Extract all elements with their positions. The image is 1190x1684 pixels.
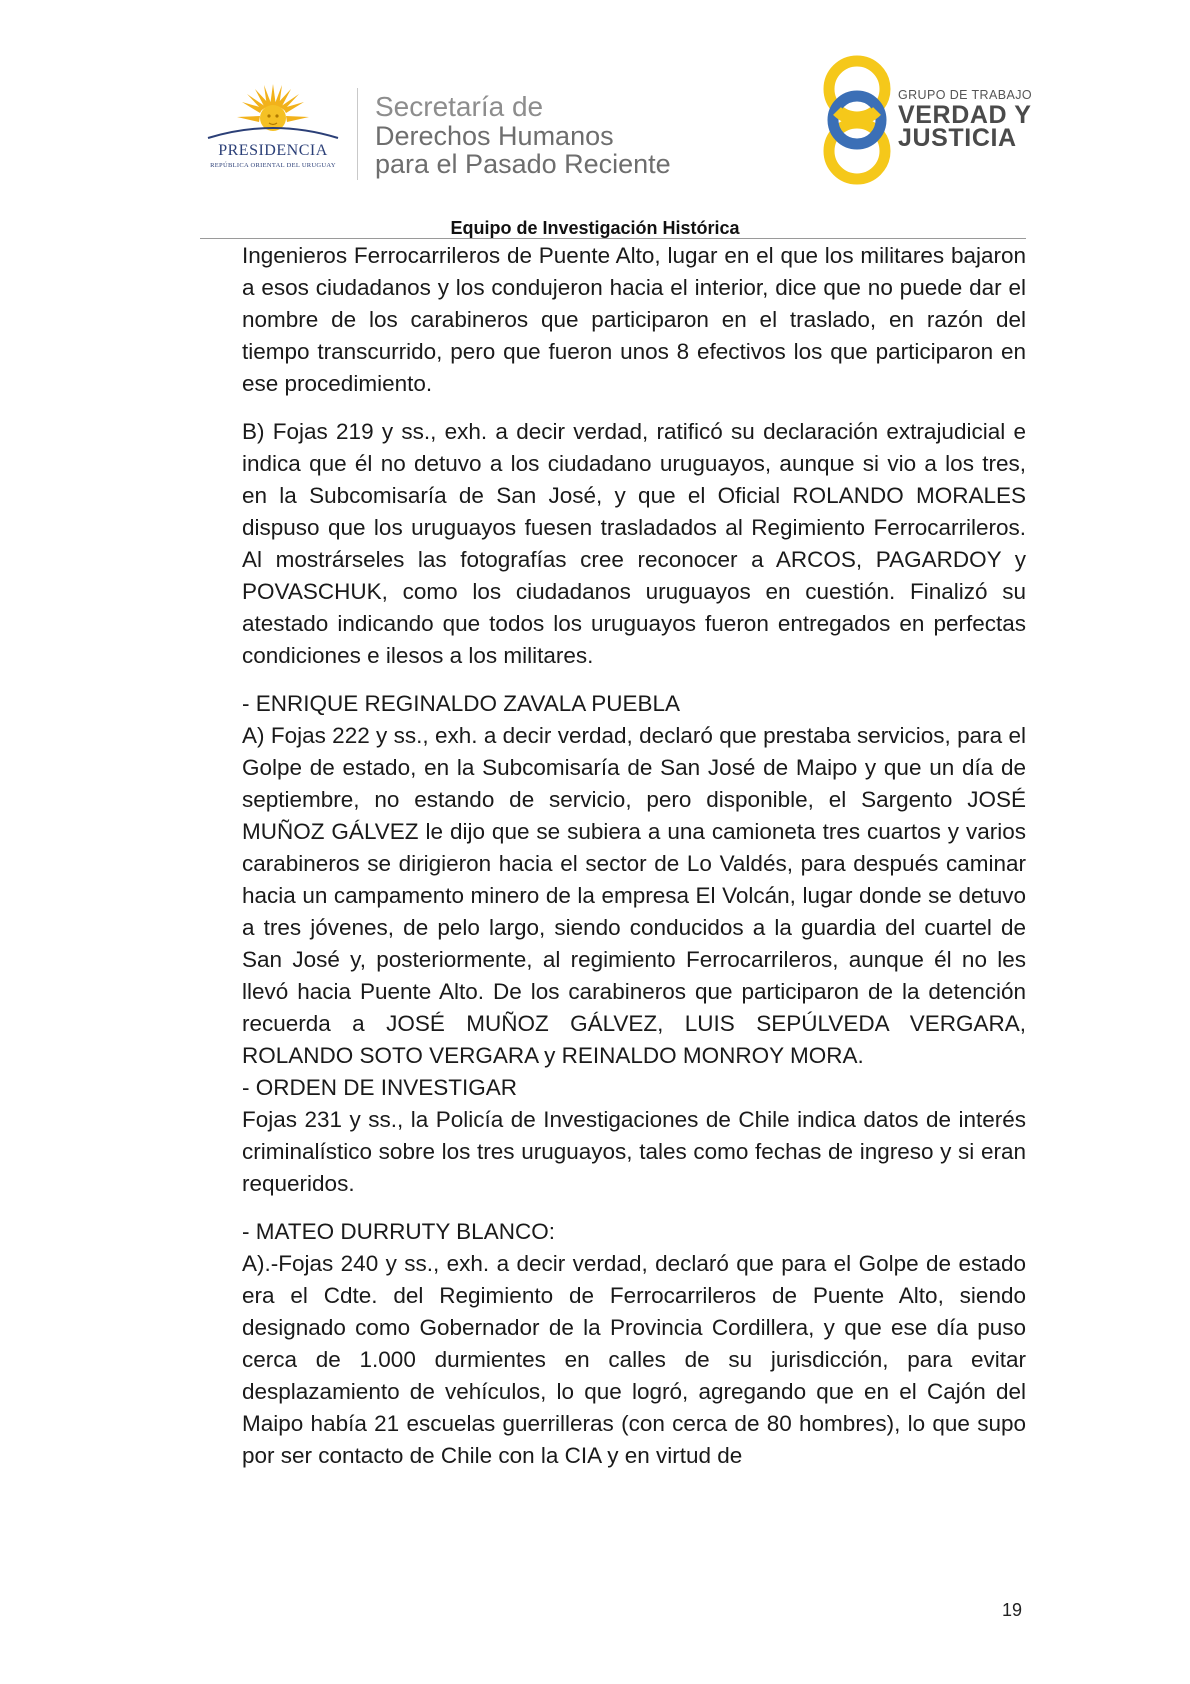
logo-divider: [357, 88, 358, 180]
paragraph: Ingenieros Ferrocarrileros de Puente Alto, lugar en el que los militares bajaron a esos ciudadanos y los condujeron hacia el interior, dice que no puede dar el nombre de los carabineros que participaron en el traslado, en razón del tiempo transcurrido, pero que fueron unos 8 efectivos los que participaron en ese procedimiento.: [242, 243, 1026, 396]
section-heading: - ENRIQUE REGINALDO ZAVALA PUEBLA: [242, 691, 681, 716]
secretaria-line-2: Derechos Humanos: [375, 121, 614, 151]
section-heading: - ORDEN DE INVESTIGAR: [242, 1075, 518, 1100]
vyj-title-line-2: JUSTICIA: [898, 124, 1017, 152]
page-number: 19: [1002, 1600, 1023, 1620]
vyj-title-line-1: VERDAD Y: [898, 101, 1032, 129]
page-header: [0, 0, 1190, 240]
secretaria-logo: [375, 92, 735, 178]
presidencia-subtitle: REPÚBLICA ORIENTAL DEL URUGUAY: [210, 162, 336, 169]
document-body: [242, 240, 1026, 1472]
section-heading: - MATEO DURRUTY BLANCO:: [242, 1219, 555, 1244]
vyj-subtitle: GRUPO DE TRABAJO: [898, 88, 1032, 102]
paragraph: A).-Fojas 240 y ss., exh. a decir verdad, declaró que para el Golpe de estado era el Cdte. del Regimiento de Ferrocarrileros de Puente Alto, siendo designado como Gobernador de la Provincia Cordillera, y que ese día puso cerca de 1.000 durmientes en calles de su jurisdicción, para evitar desplazamiento de vehículos, lo que logró, agregando que en el Cajón del Maipo había 21 escuelas guerrilleras (con cerca de 80 hombres), lo que supo por ser contacto de Chile con la CIA y en virtud de: [242, 1251, 1026, 1468]
verdad-justicia-logo: [820, 55, 1040, 185]
secretaria-line-3: para el Pasado Reciente: [375, 149, 671, 179]
presidencia-title: PRESIDENCIA: [218, 142, 328, 159]
header-rule: [200, 238, 1026, 239]
paragraph: A) Fojas 222 y ss., exh. a decir verdad, declaró que prestaba servicios, para el Golpe de estado, en la Subcomisaría de San José de Maipo y que un día de septiembre, no estando de servicio, pero disponible, el Sargento JOSÉ MUÑOZ GÁLVEZ le dijo que se subiera a una camioneta tres cuartos y varios carabineros se dirigieron hacia el sector de Lo Valdés, para después caminar hacia un campamento minero de la empresa El Volcán, lugar donde se detuvo a tres jóvenes, de pelo largo, siendo conducidos a la guardia del cuartel de San José y, posteriormente, al regimiento Ferrocarrileros, aunque él no les llevó hacia Puente Alto. De los carabineros que participaron de la detención recuerda a JOSÉ MUÑOZ GÁLVEZ, LUIS SEPÚLVEDA VERGARA, ROLANDO SOTO VERGARA y REINALDO MONROY MORA.: [242, 723, 1026, 1068]
interlocked-rings-icon: [820, 55, 894, 185]
sun-emblem-icon: [198, 82, 348, 144]
secretaria-line-1: Secretaría de: [375, 91, 544, 122]
section-title: Equipo de Investigación Histórica: [450, 218, 740, 238]
paragraph: Fojas 231 y ss., la Policía de Investigaciones de Chile indica datos de interés criminalístico sobre los tres uruguayos, tales como fechas de ingreso y si eran requeridos.: [242, 1107, 1026, 1196]
presidencia-logo: [198, 82, 348, 177]
paragraph: B) Fojas 219 y ss., exh. a decir verdad, ratificó su declaración extrajudicial e indica que él no detuvo a los ciudadano uruguayos, aunque si vio a los tres, en la Subcomisaría de San José, y que el Oficial ROLANDO MORALES dispuso que los uruguayos fuesen trasladados al Regimiento Ferrocarrileros. Al mostrárseles las fotografías cree reconocer a ARCOS, PAGARDOY y POVASCHUK, como los ciudadanos uruguayos en cuestión. Finalizó su atestado indicando que todos los uruguayos fueron entregados en perfectas condiciones e ilesos a los militares.: [242, 419, 1026, 668]
